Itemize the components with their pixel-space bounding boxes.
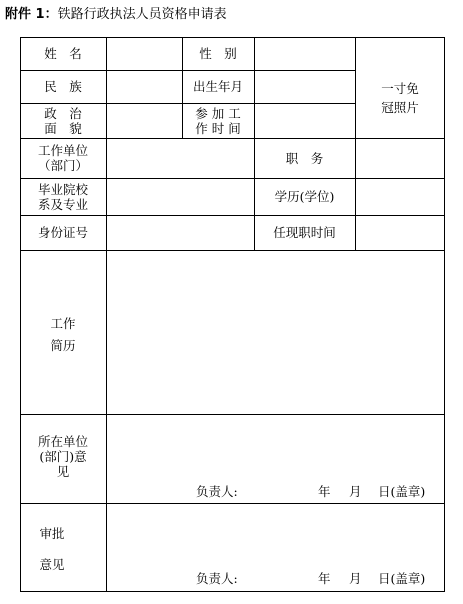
label-gender: 性 别 (199, 46, 237, 61)
row-line (20, 503, 445, 504)
row-line (20, 178, 445, 179)
approval-signature-month: 月 (349, 571, 362, 586)
label-tenure: 任现职时间 (273, 225, 336, 240)
row-line (20, 414, 445, 415)
col-line (355, 37, 356, 250)
photo-label-line1: 一寸免 (381, 81, 419, 96)
approval-signature-year: 年 (318, 571, 331, 586)
title-main: 铁路行政执法人员资格申请表 (57, 7, 227, 22)
label-approval-line2: 意见 (39, 557, 65, 572)
label-position: 职 务 (285, 151, 324, 166)
table-border-right (444, 37, 445, 592)
dept-signature-person: 负责人: (196, 484, 238, 499)
label-id-number: 身份证号 (37, 225, 88, 240)
label-political-line1: 政 治 (44, 106, 82, 121)
row-line (20, 70, 356, 71)
label-resume-line1: 工作 (50, 316, 76, 331)
col-line (254, 37, 255, 250)
label-unit-line2: （部门） (37, 158, 88, 173)
dept-signature-month: 月 (349, 484, 362, 499)
label-dept-opinion-line3: 见 (56, 464, 70, 479)
table-border-top (20, 37, 445, 38)
row-line (20, 103, 356, 104)
label-birth: 出生年月 (192, 79, 243, 94)
dept-signature-year: 年 (318, 484, 331, 499)
label-work-start-line1: 参 加 工 (195, 106, 241, 121)
label-resume-line2: 简历 (50, 338, 76, 353)
label-dept-opinion-line1: 所在单位 (37, 434, 88, 449)
label-ethnicity: 民 族 (44, 79, 82, 94)
form-title (5, 3, 227, 22)
dept-signature-day-seal: 日(盖章) (378, 484, 426, 499)
col-line (106, 37, 107, 592)
title-prefix: 附件 1： (5, 7, 58, 22)
approval-signature-person: 负责人: (196, 571, 238, 586)
label-education: 学历(学位) (274, 189, 335, 204)
label-school-line1: 毕业院校 (37, 182, 88, 197)
row-line (20, 138, 445, 139)
label-political-line2: 面 貌 (44, 121, 82, 136)
label-unit-line1: 工作单位 (37, 143, 88, 158)
label-name: 姓 名 (44, 46, 82, 61)
photo-label-line2: 冠照片 (381, 100, 419, 115)
label-work-start-line2: 作 时 间 (195, 121, 241, 136)
approval-signature-day-seal: 日(盖章) (378, 571, 426, 586)
label-approval-line1: 审批 (39, 526, 65, 541)
label-dept-opinion-line2: (部门)意 (39, 449, 87, 464)
table-border-bottom (20, 591, 445, 592)
label-school-line2: 系及专业 (37, 197, 88, 212)
row-line (20, 215, 445, 216)
row-line (20, 250, 445, 251)
